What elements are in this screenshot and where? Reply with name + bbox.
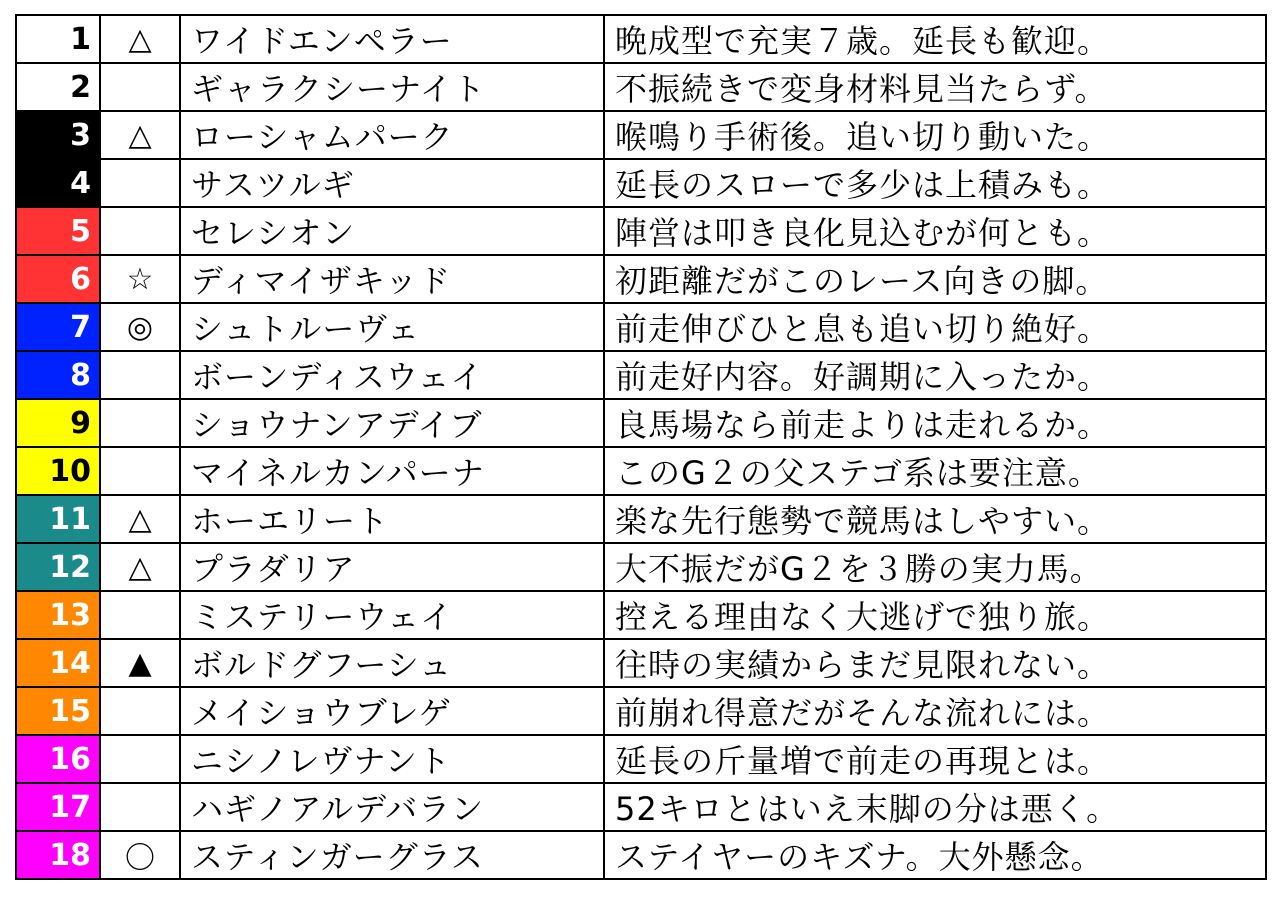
horse-name-cell: ローシャムパーク — [180, 111, 604, 159]
table-row — [16, 735, 1266, 783]
horse-name-cell: ニシノレヴナント — [180, 735, 604, 783]
comment-cell: 延長の斤量増で前走の再現とは。 — [604, 735, 1266, 783]
post-number-cell: 5 — [16, 207, 100, 255]
comment-cell: 52キロとはいえ末脚の分は悪く。 — [604, 783, 1266, 831]
comment-cell: 前走伸びひと息も追い切り絶好。 — [604, 303, 1266, 351]
post-number-cell: 11 — [16, 495, 100, 543]
comment-cell: 前崩れ得意だがそんな流れには。 — [604, 687, 1266, 735]
prediction-mark-cell — [100, 783, 180, 831]
post-number-cell: 8 — [16, 351, 100, 399]
table-row — [16, 687, 1266, 735]
comment-cell: 控える理由なく大逃げで独り旅。 — [604, 591, 1266, 639]
race-entry-table-body — [16, 15, 1266, 879]
horse-name-cell: プラダリア — [180, 543, 604, 591]
post-number-cell: 1 — [16, 15, 100, 63]
table-row — [16, 159, 1266, 207]
prediction-mark-cell — [100, 399, 180, 447]
table-row — [16, 783, 1266, 831]
comment-cell: 良馬場なら前走よりは走れるか。 — [604, 399, 1266, 447]
table-row — [16, 447, 1266, 495]
comment-cell: このG２の父ステゴ系は要注意。 — [604, 447, 1266, 495]
prediction-mark-cell — [100, 63, 180, 111]
prediction-mark-cell: 〇 — [100, 831, 180, 879]
comment-cell: 喉鳴り手術後。追い切り動いた。 — [604, 111, 1266, 159]
prediction-mark-cell — [100, 159, 180, 207]
post-number-cell: 15 — [16, 687, 100, 735]
comment-cell: 前走好内容。好調期に入ったか。 — [604, 351, 1266, 399]
horse-name-cell: ショウナンアデイブ — [180, 399, 604, 447]
table-row — [16, 111, 1266, 159]
horse-name-cell: ホーエリート — [180, 495, 604, 543]
prediction-mark-cell: ◎ — [100, 303, 180, 351]
horse-name-cell: スティンガーグラス — [180, 831, 604, 879]
post-number-cell: 18 — [16, 831, 100, 879]
horse-name-cell: ミステリーウェイ — [180, 591, 604, 639]
comment-cell: 往時の実績からまだ見限れない。 — [604, 639, 1266, 687]
horse-name-cell: ギャラクシーナイト — [180, 63, 604, 111]
table-row — [16, 639, 1266, 687]
table-row — [16, 351, 1266, 399]
table-row — [16, 303, 1266, 351]
horse-name-cell: シュトルーヴェ — [180, 303, 604, 351]
table-row — [16, 831, 1266, 879]
post-number-cell: 17 — [16, 783, 100, 831]
table-row — [16, 495, 1266, 543]
post-number-cell: 6 — [16, 255, 100, 303]
post-number-cell: 14 — [16, 639, 100, 687]
horse-name-cell: サスツルギ — [180, 159, 604, 207]
horse-name-cell: ディマイザキッド — [180, 255, 604, 303]
horse-name-cell: マイネルカンパーナ — [180, 447, 604, 495]
prediction-mark-cell — [100, 687, 180, 735]
prediction-mark-cell: ☆ — [100, 255, 180, 303]
prediction-mark-cell — [100, 735, 180, 783]
table-row — [16, 255, 1266, 303]
post-number-cell: 7 — [16, 303, 100, 351]
comment-cell: 晩成型で充実７歳。延長も歓迎。 — [604, 15, 1266, 63]
horse-name-cell: ボルドグフーシュ — [180, 639, 604, 687]
horse-name-cell: セレシオン — [180, 207, 604, 255]
prediction-mark-cell — [100, 207, 180, 255]
table-row — [16, 591, 1266, 639]
prediction-mark-cell — [100, 351, 180, 399]
prediction-mark-cell: △ — [100, 543, 180, 591]
table-row — [16, 63, 1266, 111]
comment-cell: 初距離だがこのレース向きの脚。 — [604, 255, 1266, 303]
post-number-cell: 4 — [16, 159, 100, 207]
prediction-mark-cell — [100, 591, 180, 639]
post-number-cell: 2 — [16, 63, 100, 111]
post-number-cell: 10 — [16, 447, 100, 495]
comment-cell: 不振続きで変身材料見当たらず。 — [604, 63, 1266, 111]
post-number-cell: 9 — [16, 399, 100, 447]
race-entry-table — [15, 14, 1267, 880]
prediction-mark-cell: △ — [100, 495, 180, 543]
post-number-cell: 16 — [16, 735, 100, 783]
post-number-cell: 12 — [16, 543, 100, 591]
table-row — [16, 15, 1266, 63]
comment-cell: ステイヤーのキズナ。大外懸念。 — [604, 831, 1266, 879]
horse-name-cell: ワイドエンペラー — [180, 15, 604, 63]
prediction-mark-cell: △ — [100, 111, 180, 159]
horse-name-cell: メイショウブレゲ — [180, 687, 604, 735]
comment-cell: 大不振だがG２を３勝の実力馬。 — [604, 543, 1266, 591]
table-row — [16, 207, 1266, 255]
comment-cell: 延長のスローで多少は上積みも。 — [604, 159, 1266, 207]
prediction-mark-cell: △ — [100, 15, 180, 63]
comment-cell: 楽な先行態勢で競馬はしやすい。 — [604, 495, 1266, 543]
prediction-mark-cell — [100, 447, 180, 495]
comment-cell: 陣営は叩き良化見込むが何とも。 — [604, 207, 1266, 255]
post-number-cell: 3 — [16, 111, 100, 159]
horse-name-cell: ボーンディスウェイ — [180, 351, 604, 399]
table-row — [16, 543, 1266, 591]
table-row — [16, 399, 1266, 447]
prediction-mark-cell: ▲ — [100, 639, 180, 687]
horse-name-cell: ハギノアルデバラン — [180, 783, 604, 831]
post-number-cell: 13 — [16, 591, 100, 639]
